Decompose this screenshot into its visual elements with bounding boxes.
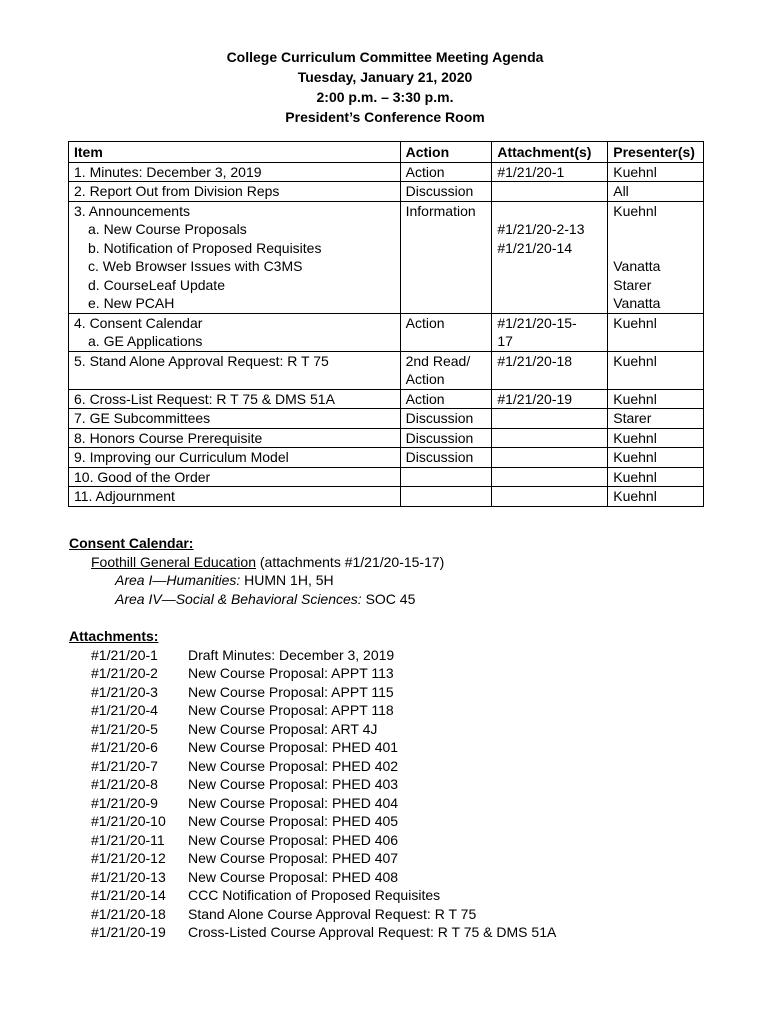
cell-line: 4. Consent Calendar <box>74 314 203 331</box>
attachment-id: #1/21/20-14 <box>91 887 166 903</box>
cell-item <box>69 409 401 429</box>
agenda-header <box>0 47 770 127</box>
attachment-id: #1/21/20-1 <box>91 646 158 663</box>
list-item <box>69 683 556 702</box>
cell-line: Discussion <box>405 183 474 199</box>
cell-line: #1/21/20-18 <box>497 352 573 369</box>
cell-line: c. Web Browser Issues with C3MS <box>88 258 303 274</box>
cell-line: Discussion <box>405 449 474 465</box>
cell-line: e. New PCAH <box>88 295 175 311</box>
cell-line: #1/21/20-2-13 <box>497 221 585 237</box>
area-4-label: Area IV—Social & Behavioral Sciences: <box>115 590 362 607</box>
cell-line: #1/21/20-19 <box>497 390 573 407</box>
cell-attachment <box>492 351 608 389</box>
cell-line: 1. Minutes: December 3, 2019 <box>74 163 262 180</box>
cell-presenter <box>608 487 704 507</box>
cell-presenter <box>608 467 704 487</box>
cell-presenter <box>608 428 704 448</box>
cell-line: Kuehnl <box>613 449 657 465</box>
cell-line: Kuehnl <box>613 468 657 485</box>
agenda-title: College Curriculum Committee Meeting Agenda <box>226 49 544 65</box>
cell-presenter <box>608 389 704 409</box>
attachment-description: New Course Proposal: PHED 407 <box>188 850 399 866</box>
list-item <box>69 757 556 776</box>
col-header-item: Item <box>69 142 401 163</box>
cell-line: b. Notification of Proposed Requisites <box>88 239 322 256</box>
table-row <box>69 182 704 202</box>
attachment-id: #1/21/20-19 <box>91 924 166 940</box>
cell-presenter <box>608 313 704 351</box>
cell-attachment <box>492 201 608 313</box>
cell-line: 2. Report Out from Division Reps <box>74 183 280 199</box>
cell-line: Starer <box>613 276 652 293</box>
cell-attachment <box>492 448 608 468</box>
attachment-id: #1/21/20-6 <box>91 739 158 755</box>
attachment-description: CCC Notification of Proposed Requisites <box>188 887 441 903</box>
cell-action <box>400 313 492 351</box>
cell-line: Kuehnl <box>613 202 657 219</box>
cell-presenter <box>608 351 704 389</box>
cell-line <box>613 239 698 258</box>
cell-action <box>400 428 492 448</box>
list-item <box>69 831 556 850</box>
attachment-id: #1/21/20-5 <box>91 720 158 737</box>
table-row <box>69 201 704 313</box>
cell-action <box>400 467 492 487</box>
attachments-section <box>69 627 556 942</box>
cell-line <box>406 468 487 487</box>
cell-line: Kuehnl <box>613 314 657 331</box>
attachment-description: New Course Proposal: APPT 113 <box>188 665 394 681</box>
attachment-description: New Course Proposal: PHED 402 <box>188 757 399 774</box>
cell-line: Starer <box>613 410 652 426</box>
cell-line: a. New Course Proposals <box>88 221 247 237</box>
cell-attachment <box>492 182 608 202</box>
table-row <box>69 428 704 448</box>
cell-attachment <box>492 409 608 429</box>
attachment-description: Draft Minutes: December 3, 2019 <box>188 646 395 663</box>
cell-line: Discussion <box>405 429 474 446</box>
list-item <box>69 812 556 831</box>
col-header-action: Action <box>400 142 492 163</box>
cell-line <box>497 468 602 487</box>
cell-line: Kuehnl <box>613 488 657 504</box>
cell-line: 10. Good of the Order <box>74 468 211 485</box>
consent-area-1 <box>69 571 444 590</box>
cell-action <box>400 448 492 468</box>
cell-line: Discussion <box>405 410 474 426</box>
attachment-description: New Course Proposal: PHED 401 <box>188 739 399 755</box>
col-header-presenters: Presenter(s) <box>608 142 704 163</box>
cell-item <box>69 351 401 389</box>
cell-presenter <box>608 409 704 429</box>
attachment-id: #1/21/20-9 <box>91 794 158 811</box>
cell-line <box>497 182 602 201</box>
cell-item <box>69 182 401 202</box>
attachments-heading: Attachments: <box>69 628 159 644</box>
attachment-id: #1/21/20-8 <box>91 776 158 792</box>
cell-line <box>613 220 698 239</box>
cell-line: 2nd Read/ <box>405 352 471 369</box>
cell-line <box>497 448 602 467</box>
cell-action <box>400 182 492 202</box>
list-item <box>69 720 556 739</box>
cell-item <box>69 389 401 409</box>
cell-item <box>69 487 401 507</box>
cell-line: Information <box>405 202 476 219</box>
cell-line: 8. Honors Course Prerequisite <box>74 429 263 446</box>
cell-line: Action <box>405 371 445 387</box>
list-item <box>69 701 556 720</box>
attachment-description: New Course Proposal: APPT 118 <box>188 702 394 718</box>
table-header-row <box>69 142 704 163</box>
cell-item <box>69 448 401 468</box>
cell-line: 3. Announcements <box>74 202 190 219</box>
table-row <box>69 313 704 351</box>
cell-line: #1/21/20-1 <box>497 163 565 180</box>
cell-line <box>406 487 487 506</box>
cell-item <box>69 428 401 448</box>
cell-attachment <box>492 162 608 182</box>
attachment-description: New Course Proposal: PHED 404 <box>188 794 399 811</box>
table-row <box>69 448 704 468</box>
meeting-location: President’s Conference Room <box>285 109 485 125</box>
meeting-time: 2:00 p.m. – 3:30 p.m. <box>316 89 454 105</box>
attachments-list <box>69 646 556 942</box>
cell-presenter <box>608 182 704 202</box>
list-item <box>69 886 556 905</box>
attachment-id: #1/21/20-11 <box>91 831 165 848</box>
area-1-value: HUMN 1H, 5H <box>240 572 334 588</box>
attachment-id: #1/21/20-10 <box>91 813 166 829</box>
cell-line <box>497 409 602 428</box>
cell-line: Vanatta <box>613 258 661 274</box>
cell-action <box>400 201 492 313</box>
attachment-description: New Course Proposal: PHED 405 <box>188 813 399 829</box>
meeting-date: Tuesday, January 21, 2020 <box>297 69 473 85</box>
cell-line <box>497 487 602 506</box>
cell-line: All <box>613 183 629 199</box>
attachment-id: #1/21/20-12 <box>91 850 166 866</box>
cell-line: #1/21/20-15- <box>497 314 577 331</box>
cell-item <box>69 201 401 313</box>
area-1-label: Area I—Humanities: <box>115 572 241 588</box>
attachment-description: Stand Alone Course Approval Request: R T 75 <box>188 905 477 922</box>
list-item <box>69 923 556 942</box>
cell-line <box>497 202 602 221</box>
cell-line: 17 <box>497 333 513 349</box>
cell-attachment <box>492 428 608 448</box>
agenda-table-body <box>69 162 704 506</box>
cell-line: Action <box>405 163 445 180</box>
attachment-id: #1/21/20-7 <box>91 757 158 774</box>
consent-ge-attachments: (attachments #1/21/20-15-17) <box>256 553 445 570</box>
list-item <box>69 775 556 794</box>
list-item <box>69 664 556 683</box>
cell-attachment <box>492 487 608 507</box>
cell-line: d. CourseLeaf Update <box>88 276 225 293</box>
attachment-id: #1/21/20-18 <box>91 905 166 922</box>
attachment-description: New Course Proposal: PHED 408 <box>188 868 399 885</box>
cell-line: Action <box>405 314 445 331</box>
area-4-value: SOC 45 <box>361 590 416 607</box>
attachment-description: New Course Proposal: APPT 115 <box>188 683 394 700</box>
list-item <box>69 794 556 813</box>
cell-presenter <box>608 448 704 468</box>
cell-line: 11. Adjournment <box>74 488 175 504</box>
foothill-ge-link[interactable]: Foothill General Education <box>91 553 256 570</box>
cell-action <box>400 351 492 389</box>
cell-line <box>497 429 602 448</box>
cell-line: Kuehnl <box>613 390 657 407</box>
attachment-description: Cross-Listed Course Approval Request: R T 75 & DMS 51A <box>188 924 557 940</box>
table-row <box>69 467 704 487</box>
consent-ge-line <box>69 553 444 572</box>
cell-action <box>400 389 492 409</box>
consent-calendar-section <box>69 534 444 608</box>
cell-action <box>400 162 492 182</box>
list-item <box>69 905 556 924</box>
agenda-table <box>68 141 704 507</box>
table-row <box>69 162 704 182</box>
list-item <box>69 868 556 887</box>
consent-area-4 <box>69 590 444 609</box>
consent-calendar-heading: Consent Calendar: <box>69 535 194 551</box>
list-item <box>69 738 556 757</box>
attachment-description: New Course Proposal: ART 4J <box>188 720 378 737</box>
cell-line: 6. Cross-List Request: R T 75 & DMS 51A <box>74 390 335 407</box>
attachment-id: #1/21/20-2 <box>91 665 158 681</box>
cell-presenter <box>608 162 704 182</box>
table-row <box>69 389 704 409</box>
cell-attachment <box>492 313 608 351</box>
list-item <box>69 646 556 665</box>
table-row <box>69 351 704 389</box>
cell-attachment <box>492 467 608 487</box>
cell-action <box>400 487 492 507</box>
attachment-description: New Course Proposal: PHED 406 <box>188 831 399 848</box>
cell-line: Kuehnl <box>613 352 657 369</box>
cell-line: Kuehnl <box>613 429 657 446</box>
cell-line: #1/21/20-14 <box>497 239 573 256</box>
cell-line: 5. Stand Alone Approval Request: R T 75 <box>74 352 329 369</box>
attachment-description: New Course Proposal: PHED 403 <box>188 776 399 792</box>
cell-line: a. GE Applications <box>88 333 203 349</box>
cell-line: Kuehnl <box>613 163 657 180</box>
cell-item <box>69 162 401 182</box>
cell-line: 9. Improving our Curriculum Model <box>74 449 289 465</box>
cell-action <box>400 409 492 429</box>
table-row <box>69 409 704 429</box>
attachment-id: #1/21/20-13 <box>91 868 166 885</box>
list-item <box>69 849 556 868</box>
cell-item <box>69 313 401 351</box>
cell-presenter <box>608 201 704 313</box>
cell-attachment <box>492 389 608 409</box>
cell-line: 7. GE Subcommittees <box>74 410 211 426</box>
cell-line: Action <box>405 390 445 407</box>
cell-line: Vanatta <box>613 295 661 311</box>
cell-item <box>69 467 401 487</box>
col-header-attachments: Attachment(s) <box>492 142 608 163</box>
attachment-id: #1/21/20-4 <box>91 702 158 718</box>
table-row <box>69 487 704 507</box>
attachment-id: #1/21/20-3 <box>91 683 158 700</box>
